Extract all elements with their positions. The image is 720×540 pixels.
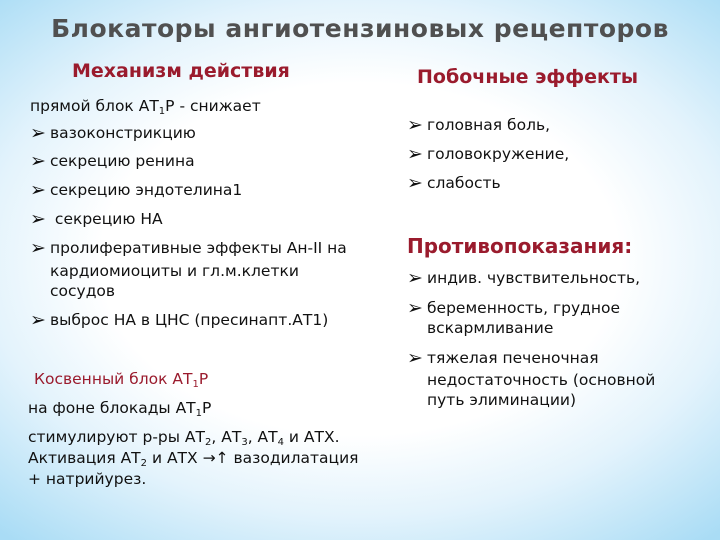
arrowhead-bullet-icon: ➢ <box>30 237 46 259</box>
arrowhead-bullet-icon: ➢ <box>407 347 423 369</box>
effect-continuation: кардиомиоциты и гл.м.клетки <box>50 262 299 280</box>
slide-title: Блокаторы ангиотензиновых рецепторов <box>51 14 669 43</box>
arrowhead-bullet-icon: ➢ <box>407 172 423 194</box>
arrowhead-bullet-icon: ➢ <box>30 179 46 201</box>
contraindication-continuation: вскармливание <box>427 319 554 337</box>
contraindications-heading: Противопоказания: <box>407 234 633 258</box>
stimulation-line-1: стимулируют р-ры $АТ_2$, $АТ_3$, $АТ_4$ и АТХ. <box>28 428 340 448</box>
contraindication-continuation: путь элиминации) <box>427 391 577 409</box>
arrowhead-bullet-icon: ➢ <box>407 297 423 319</box>
arrowhead-bullet-icon: ➢ <box>407 267 423 289</box>
arrowhead-bullet-icon: ➢ <box>30 150 46 172</box>
indirect-block-heading: Косвенный блок $АТ_1Р$ <box>34 370 209 390</box>
effect-continuation: сосудов <box>50 282 116 300</box>
arrowhead-bullet-icon: ➢ <box>30 122 46 144</box>
side-effects-heading: Побочные эффекты <box>417 66 639 88</box>
arrowhead-bullet-icon: ➢ <box>407 114 423 136</box>
arrowhead-bullet-icon: ➢ <box>30 208 46 230</box>
indirect-background-text: на фоне блокады $АТ_1Р$ <box>28 399 212 419</box>
arrowhead-bullet-icon: ➢ <box>407 143 423 165</box>
stimulation-line-2: Активация $АТ_2$ и АТХ →↑ вазодилатация <box>28 449 359 469</box>
stimulation-line-3: + натрийурез. <box>28 470 147 488</box>
mechanism-heading: Механизм действия <box>72 60 290 82</box>
arrowhead-bullet-icon: ➢ <box>30 309 46 331</box>
direct-block-intro: прямой блок $АТ_1Р$ - снижает <box>30 97 261 117</box>
contraindication-continuation: недостаточность (основной <box>427 371 656 389</box>
